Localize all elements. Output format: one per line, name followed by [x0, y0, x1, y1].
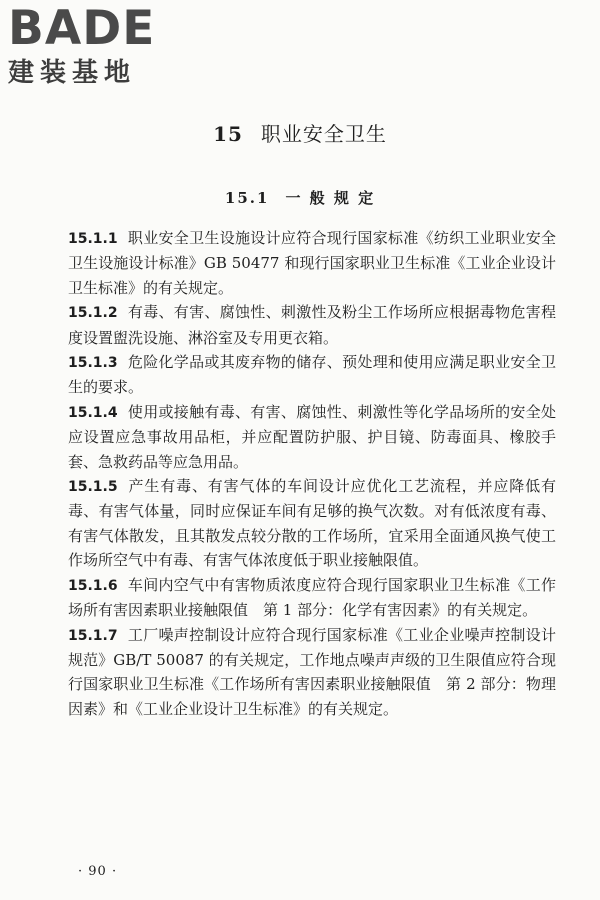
logo-subtitle: 建装基地	[8, 58, 137, 88]
clause-id: 15.1.3	[68, 355, 118, 372]
clause-id: 15.1.5	[68, 479, 118, 496]
clause	[68, 474, 556, 573]
clause-text: 有毒、有害、腐蚀性、刺激性及粉尘工作场所应根据毒物危害程度设置盥洗设施、淋浴室及专用更衣箱。	[68, 303, 556, 347]
clause-id: 15.1.7	[68, 627, 118, 644]
section-title	[0, 187, 600, 208]
logo-wordmark: BADE	[8, 1, 156, 56]
chapter-title	[0, 118, 600, 147]
clause-text: 使用或接触有毒、有害、腐蚀性、刺激性等化学品场所的安全处应设置应急事故用品柜，并应配置防护服、护目镜、防毒面具、橡胶手套、急救药品等应急用品。	[68, 402, 556, 471]
logo	[8, 1, 188, 90]
clause	[68, 350, 556, 400]
chapter-title-text: 职业安全卫生	[260, 122, 387, 146]
clause-text: 工厂噪声控制设计应符合现行国家标准《工业企业噪声控制设计规范》GB/T 50087 的有关规定，工作地点噪声声级的卫生限值应符合现行国家职业卫生标准《工作场所有害因素职业接触限值 第 2 部分：物理因素》和《工业企业设计卫生标准》的有关规定。	[68, 625, 556, 718]
clause-id: 15.1.1	[68, 231, 118, 247]
clause-id: 15.1.6	[68, 577, 118, 594]
clause-text: 车间内空气中有害物质浓度应符合现行国家职业卫生标准《工作场所有害因素职业接触限值 第 1 部分：化学有害因素》的有关规定。	[68, 575, 556, 620]
clause-text: 产生有毒、有害气体的车间设计应优化工艺流程，并应降低有毒、有害气体量，同时应保证车间有足够的换气次数。对有低浓度有毒、有害气体散发，且其散发点较分散的工作场所，宜采用全面通风换气使工作场所空气中有毒、有害气体浓度低于职业接触限值。	[68, 477, 556, 570]
clause-text: 职业安全卫生设施设计应符合现行国家标准《纺织工业职业安全卫生设施设计标准》GB 50477 和现行国家职业卫生标准《工业企业设计卫生标准》的有关规定。	[68, 229, 556, 297]
page-number: · 90 ·	[78, 864, 118, 879]
clause-list	[68, 226, 556, 721]
clause	[68, 400, 556, 474]
clause	[68, 226, 556, 300]
clause	[68, 623, 556, 722]
clause	[68, 300, 556, 350]
clause-text: 危险化学品或其废弃物的储存、预处理和使用应满足职业安全卫生的要求。	[68, 353, 556, 397]
clause-id: 15.1.4	[68, 404, 118, 421]
chapter-number: 15	[213, 122, 243, 146]
clause-id: 15.1.2	[68, 305, 118, 322]
section-title-text: 一 般 规 定	[285, 189, 376, 207]
clause	[68, 573, 556, 623]
section-number: 15.1	[224, 189, 270, 207]
